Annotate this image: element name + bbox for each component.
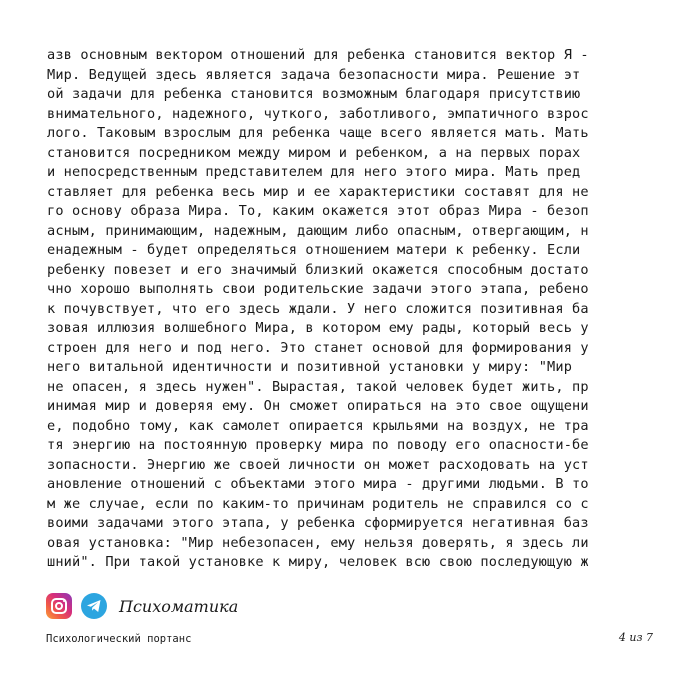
text-line: асным, принимающим, надежным, дающим либо опасным, отвергающим, н xyxy=(47,222,589,239)
text-line: воими задачами этого этапа, у ребенка сформируется негативная баз xyxy=(47,515,589,531)
text-line: енадежным - будет определяться отношением матери к ребенку. Если xyxy=(47,242,581,258)
text-line: азв основным вектором отношений для ребенка становится вектор Я - xyxy=(47,47,589,63)
text-line: лого. Таковым взрослым для ребенка чаще всего является мать. Мать xyxy=(47,125,589,141)
text-line: го основу образа Мира. То, каким окажется этот образ Мира - безоп xyxy=(47,203,589,219)
text-line: строен для него и под него. Это станет основой для формирования у xyxy=(47,339,589,356)
text-line: м же случае, если по каким-то причинам родитель не справился со с xyxy=(47,495,589,512)
social-links xyxy=(46,593,238,619)
text-line: становится посредником между миром и ребенком, а на первых порах xyxy=(47,144,581,161)
text-line: внимательного, надежного, чуткого, заботливого, эмпатичного взрос xyxy=(47,105,589,122)
text-line: ой задачи для ребенка становится возможным благодаря присутствию xyxy=(47,86,581,102)
text-line: к почувствует, что его здесь ждали. У него сложится позитивная ба xyxy=(47,300,589,317)
text-line: ставляет для ребенка весь мир и ее характеристики составят для не xyxy=(47,183,589,200)
text-line: тя энергию на постоянную проверку мира по поводу его опасности-бе xyxy=(47,437,589,453)
text-line: шний". При такой установке к миру, человек всю свою последующую ж xyxy=(47,554,589,570)
instagram-icon[interactable] xyxy=(46,593,72,619)
text-line: ребенку повезет и его значимый близкий окажется способным достато xyxy=(47,261,589,278)
article-body xyxy=(47,46,667,573)
text-line: Мир. Ведущей здесь является задача безопасности мира. Решение эт xyxy=(47,66,581,83)
telegram-icon[interactable] xyxy=(81,593,107,619)
page-indicator: 4 из 7 xyxy=(618,631,653,644)
text-line: зопасности. Энергию же своей личности он может расходовать на уст xyxy=(47,456,589,473)
text-line: е, подобно тому, как самолет опирается крыльями на воздух, не тра xyxy=(47,417,589,434)
footer-caption: Психологический портанс xyxy=(46,633,192,645)
text-line: него витальной идентичности и позитивной установки у миру: "Мир xyxy=(47,359,573,375)
text-line: овая установка: "Мир небезопасен, ему нельзя доверять, я здесь ли xyxy=(47,534,589,551)
text-line: ановление отношений с объектами этого мира - другими людьми. В то xyxy=(47,476,589,492)
text-line: не опасен, я здесь нужен". Вырастая, такой человек будет жить, пр xyxy=(47,378,589,395)
text-line: зовая иллюзия волшебного Мира, в котором ему рады, который весь у xyxy=(47,320,589,336)
brand-name: Психоматика xyxy=(119,596,239,616)
text-line: чно хорошо выполнять свои родительские задачи этого этапа, ребено xyxy=(47,281,589,297)
text-line: и непосредственным представителем для него этого мира. Мать пред xyxy=(47,164,581,180)
text-line: инимая мир и доверяя ему. Он сможет опираться на это свое ощущени xyxy=(47,398,589,414)
